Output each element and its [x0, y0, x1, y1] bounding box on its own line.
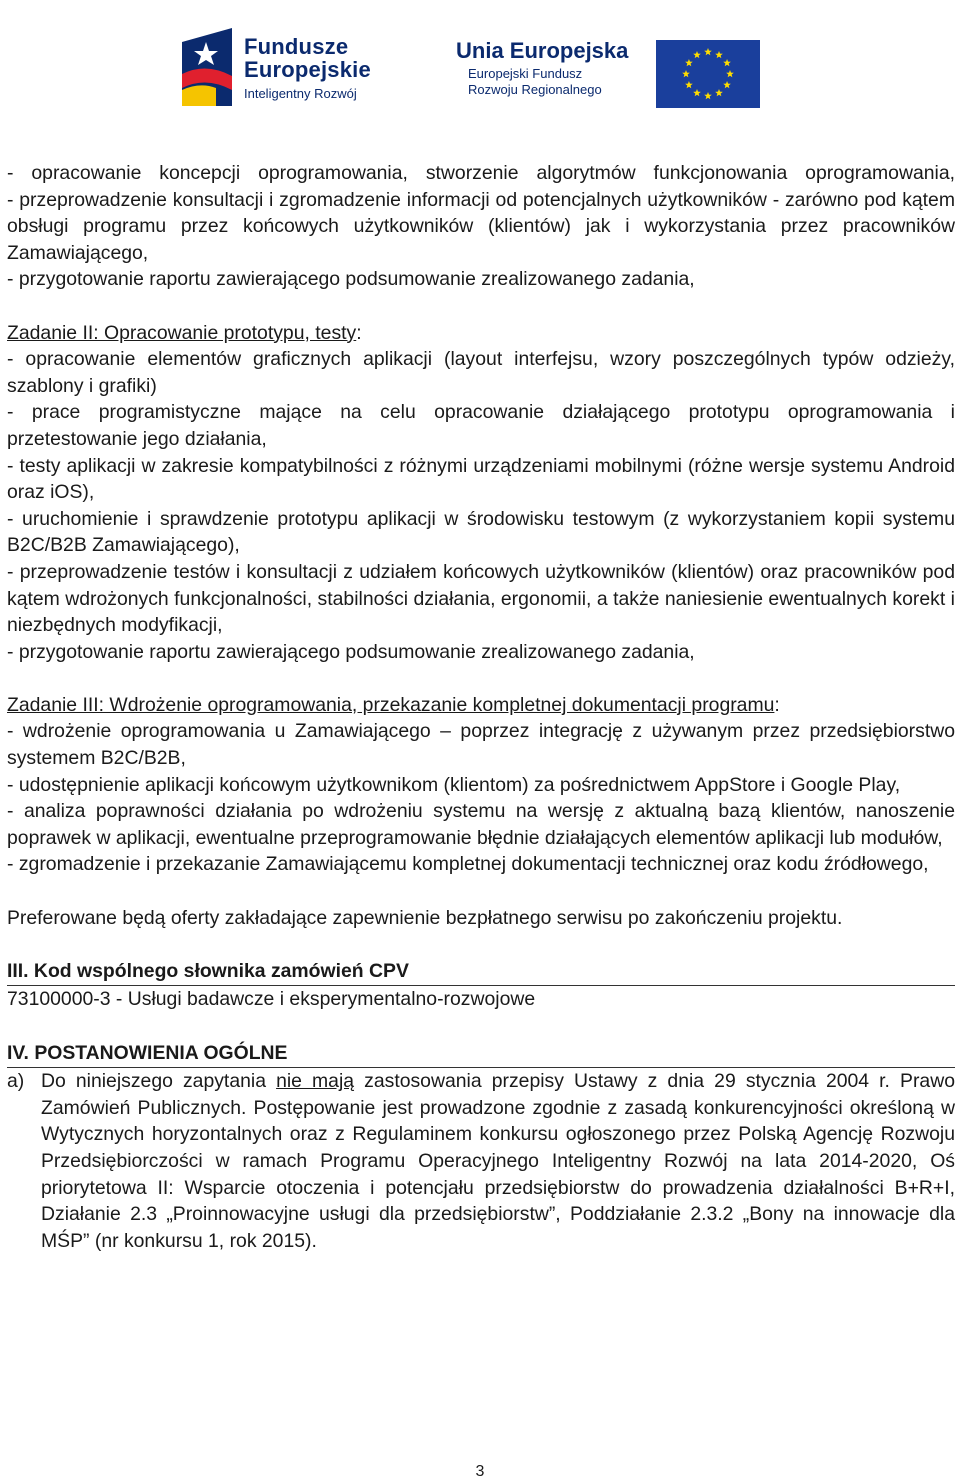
task2-item-3: - testy aplikacji w zakresie kompatybilności z różnymi urządzeniami mobilnymi (różne wersje systemu Android oraz iOS),: [7, 454, 955, 504]
eu-flag-icon: [656, 40, 760, 108]
task2-title: Zadanie II: Opracowanie prototypu, testy: [7, 321, 357, 344]
task3-item-2: - udostępnienie aplikacji końcowym użytkownikom (klientom) za pośrednictwem AppStore i Google Play,: [7, 773, 901, 796]
task2-item-6: - przygotowanie raportu zawierającego podsumowanie zrealizowanego zadania,: [7, 640, 695, 663]
task3-title: Zadanie III: Wdrożenie oprogramowania, przekazanie kompletnej dokumentacji programu: [7, 693, 775, 716]
ue-logo-text: [452, 40, 628, 99]
section4-item-a: [7, 1068, 955, 1254]
task3-title-suffix: :: [774, 693, 780, 716]
task2-item-2: - prace programistyczne mające na celu opracowanie działającego prototypu oprogramowania i przetestowanie jego działania,: [7, 401, 955, 450]
item-a-text-before: Do niniejszego zapytania: [41, 1070, 277, 1093]
fe-logo-line1: Fundusze: [244, 34, 349, 59]
fe-logo-line3: Inteligentny Rozwój: [244, 86, 357, 101]
task2-item-1: - opracowanie elementów graficznych aplikacji (layout interfejsu, wzory poszczególnych typów odzieży, szablony i grafiki): [7, 348, 955, 397]
ue-logo-line2: Europejski Fundusz: [468, 66, 583, 81]
task3-item-1: - wdrożenie oprogramowania u Zamawiającego – poprzez integrację z używanym przez przedsiębiorstwo systemem B2C/B2B,: [7, 720, 955, 770]
task2-heading: [7, 320, 955, 347]
fe-logo-text: [244, 36, 371, 100]
cpv-code: 73100000-3 - Usługi badawcze i eksperymentalno-rozwojowe: [7, 988, 536, 1011]
preference-paragraph: Preferowane będą oferty zakładające zapewnienie bezpłatnego serwisu po zakończeniu projektu.: [7, 906, 843, 929]
item-a-marker: a): [7, 1070, 25, 1093]
task2-title-suffix: :: [356, 321, 362, 344]
intro-item-1: - opracowanie koncepcji oprogramowania, stworzenie algorytmów funkcjonowania oprogramowania,: [7, 162, 955, 184]
task3-item-3: - analiza poprawności działania po wdrożeniu systemu na wersję z aktualną bazą klientów, nanoszenie poprawek w aplikacji, ewentualne przeprogramowanie błędnie działających elementów aplikacji lub modułów,: [7, 800, 955, 849]
document-body: [7, 160, 955, 1254]
section4-heading: IV. POSTANOWIENIA OGÓLNE: [7, 1040, 955, 1069]
item-a-underlined: nie mają: [276, 1070, 355, 1093]
task2-item-4: - uruchomienie i sprawdzenie prototypu aplikacji w środowisku testowym (z wykorzystaniem kopii systemu B2C/B2B Zamawiającego),: [7, 507, 955, 557]
ue-logo-line3: Rozwoju Regionalnego: [468, 82, 602, 98]
fe-logo-line2: Europejskie: [244, 57, 371, 82]
task2-item-5: - przeprowadzenie testów i konsultacji z udziałem końcowych użytkowników (klientów) oraz pracowników pod kątem wdrożonych funkcjonalności, stabilności działania, ergonomii, a także naniesienie ewentualnych korekt i niezbędnych modyfikacji,: [7, 560, 955, 637]
fundusze-europejskie-logo: [176, 24, 396, 110]
section4: [7, 1040, 955, 1255]
intro-item-2: - przeprowadzenie konsultacji i zgromadzenie informacji od potencjalnych użytkowników - zarówno pod kątem obsługi programu przez końcowych użytkowników (klientów) jak i wykorzystania przez pracowników Zamawiającego,: [7, 188, 955, 264]
fe-star-emblem-icon: [176, 24, 238, 110]
intro-item-3: - przygotowanie raportu zawierającego podsumowanie zrealizowanego zadania,: [7, 268, 695, 291]
task3-heading: [7, 692, 955, 719]
section3: [7, 958, 955, 1013]
unia-europejska-logo: [452, 40, 762, 110]
task3-item-4: - zgromadzenie i przekazanie Zamawiającemu kompletnej dokumentacji technicznej oraz kodu źródłowego,: [7, 853, 929, 876]
item-a-text: [41, 1068, 955, 1254]
page-number: 3: [475, 1463, 485, 1480]
ue-logo-line1: Unia Europejska: [456, 38, 629, 63]
item-a-text-after: zastosowania przepisy Ustawy z dnia 29 stycznia 2004 r. Prawo Zamówień Publicznych. Postępowanie jest prowadzone zgodnie z zasadą konkurencyjności określoną w Wytycznych horyzontalnych oraz z Regulaminem konkursu ogłoszonego przez Polską Agencję Rozwoju Przedsiębiorczości w ramach Programu Operacyjnego Inteligentny Rozwój na lata 2014-2020, Oś priorytetowa II: Wsparcie otoczenia i potencjału przedsiębiorstw do prowadzenia działalności B+R+I, Działanie 2.3 „Proinnowacyjne usługi dla przedsiębiorstw”, Poddziałanie 2.3.2 „Bony na innowacje dla MŚP” (nr konkursu 1, rok 2015).: [41, 1070, 955, 1252]
page-header: [0, 0, 960, 130]
section3-heading: III. Kod wspólnego słownika zamówień CPV: [7, 958, 955, 987]
